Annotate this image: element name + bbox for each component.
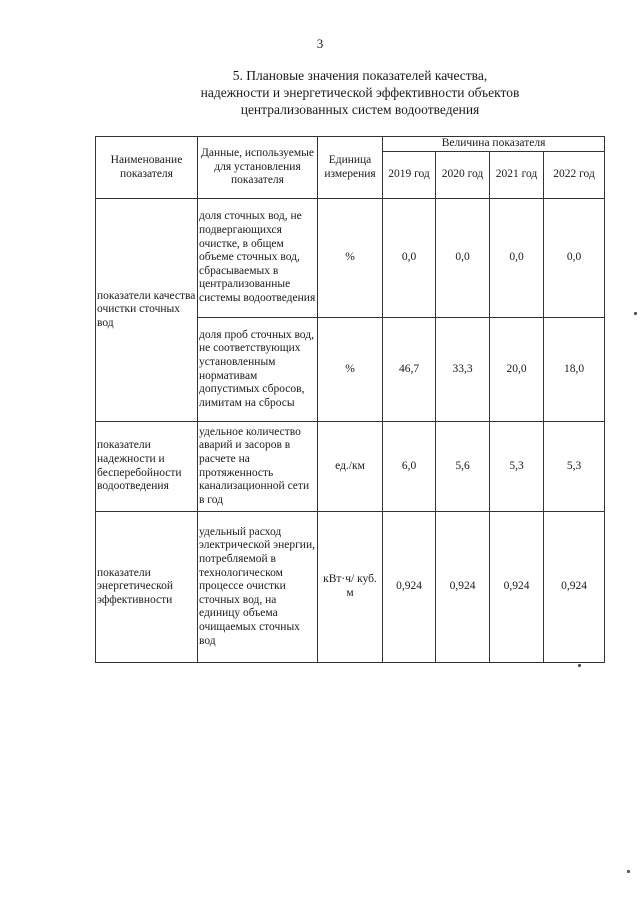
row-value: 46,7 (383, 318, 436, 422)
header-data: Данные, используемые для установления показателя (198, 137, 318, 199)
row-unit: % (318, 199, 383, 318)
row-value: 5,3 (544, 422, 605, 512)
row-value: 0,924 (544, 512, 605, 663)
group-name: показатели энергетической эффективности (96, 512, 198, 663)
row-value: 18,0 (544, 318, 605, 422)
row-unit: кВт·ч/ куб. м (318, 512, 383, 663)
row-data: удельный расход электрической энергии, потребляемой в технологическом процессе очистки сточных вод, на единицу объема очищаемых сточных вод (198, 512, 318, 663)
row-data: доля проб сточных вод, не соответствующих установленным нормативам допустимых сбросов, лимитам на сбросы (198, 318, 318, 422)
header-value-group: Величина показателя (383, 137, 605, 152)
title-line: надежности и энергетической эффективности объектов (200, 85, 520, 100)
title-line: 5. Плановые значения показателей качества, (232, 68, 488, 83)
title-line: централизованных систем водоотведения (240, 102, 480, 117)
group-name: показатели надежности и бесперебойности водоотведения (96, 422, 198, 512)
row-value: 5,6 (436, 422, 490, 512)
row-value: 33,3 (436, 318, 490, 422)
indicators-table (95, 136, 605, 663)
row-data: доля сточных вод, не подвергающихся очистке, в общем объеме сточных вод, сбрасываемых в централизованные системы водоотведения (198, 199, 318, 318)
row-data: удельное количество аварий и засоров в расчете на протяженность канализационной сети в год (198, 422, 318, 512)
header-row (96, 137, 605, 152)
row-value: 5,3 (490, 422, 544, 512)
row-value: 0,924 (490, 512, 544, 663)
header-year: 2022 год (544, 152, 605, 199)
row-value: 20,0 (490, 318, 544, 422)
row-value: 6,0 (383, 422, 436, 512)
table-row (96, 512, 605, 663)
header-unit: Единица измерения (318, 137, 383, 199)
row-value: 0,924 (383, 512, 436, 663)
row-unit: ед./км (318, 422, 383, 512)
header-year: 2019 год (383, 152, 436, 199)
header-year: 2020 год (436, 152, 490, 199)
row-value: 0,0 (490, 199, 544, 318)
table-row (96, 422, 605, 512)
header-name: Наименование показателя (96, 137, 198, 199)
header-year: 2021 год (490, 152, 544, 199)
row-value: 0,924 (436, 512, 490, 663)
row-value: 0,0 (544, 199, 605, 318)
scan-speck (627, 870, 630, 873)
page-number: 3 (316, 36, 324, 51)
group-name: показатели качества очистки сточных вод (96, 199, 198, 422)
row-unit: % (318, 318, 383, 422)
scan-speck (578, 664, 581, 667)
row-value: 0,0 (436, 199, 490, 318)
scan-speck (634, 312, 637, 315)
section-title (150, 67, 570, 118)
row-value: 0,0 (383, 199, 436, 318)
table-row (96, 199, 605, 318)
